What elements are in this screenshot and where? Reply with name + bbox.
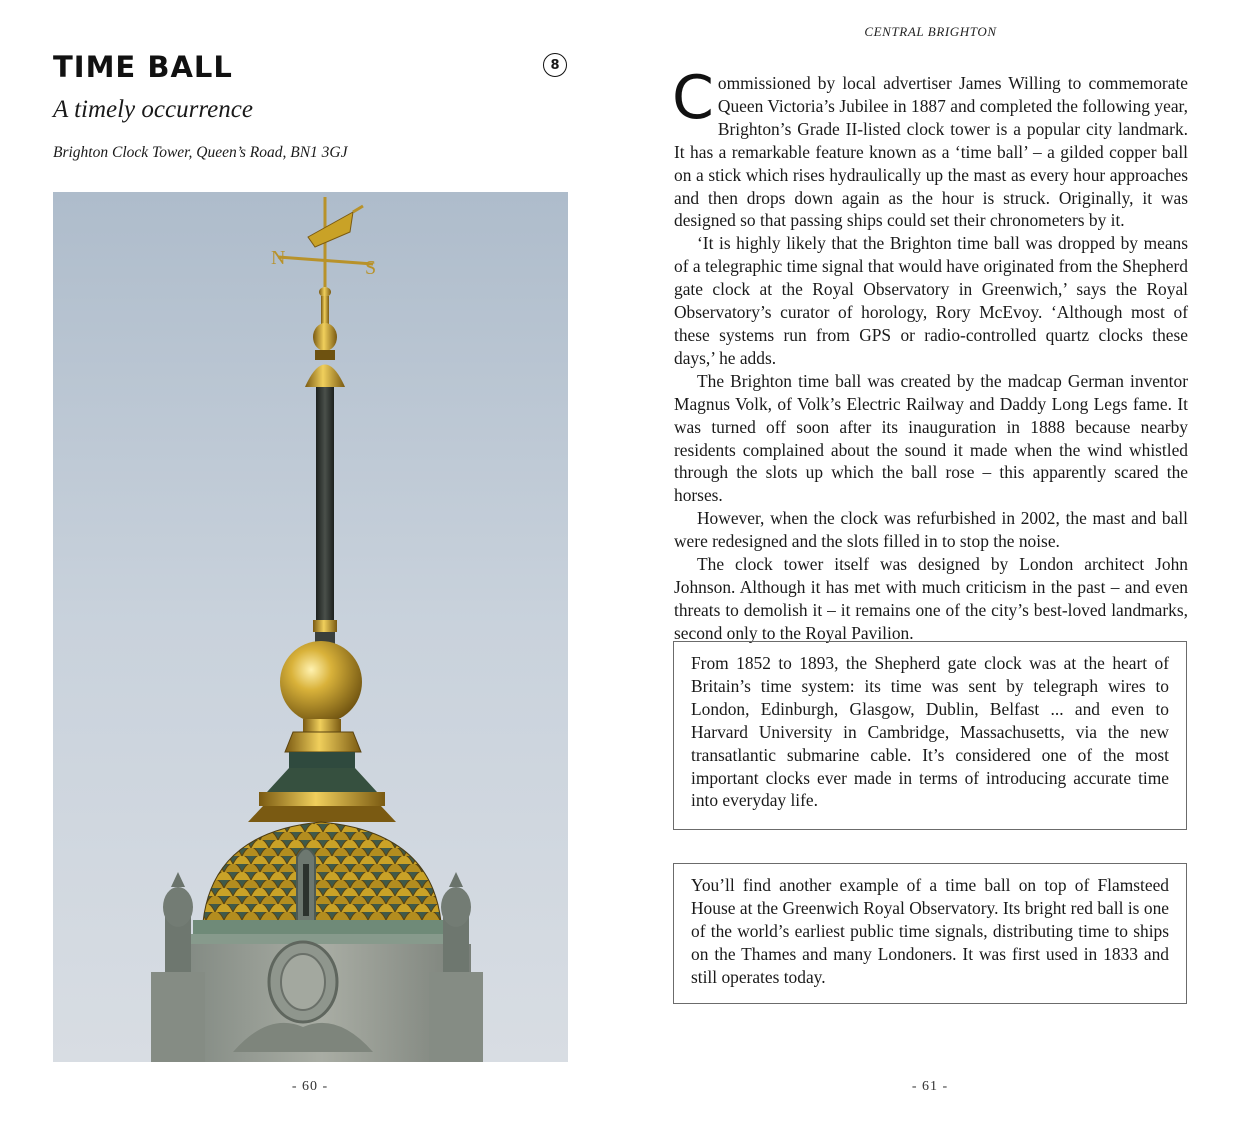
body-paragraph: However, when the clock was refurbished in 2002, the mast and ball were redesigned and the slots filled in to stop the noise.	[674, 508, 1188, 552]
location-address: Brighton Clock Tower, Queen’s Road, BN1 3GJ	[53, 144, 348, 161]
drop-cap: C	[672, 63, 714, 133]
left-page	[0, 0, 620, 1123]
article-body	[672, 63, 1188, 645]
body-paragraph: Commissioned by local advertiser James Willing to commemorate Queen Victoria’s Jubilee in 1887 and completed the following year, Brighton’s Grade II-listed clock tower is a popular city landmark. It has a remarkable feature known as a ‘time ball’ – a gilded copper ball on a stick which rises hydraulically up the mast as every hour approaches and then drops down again as the hour is struck. Originally, it was designed so that passing ships could set their chronometers by it.	[672, 63, 1188, 231]
time-ball	[280, 641, 362, 723]
body-paragraph: ‘It is highly likely that the Brighton time ball was dropped by means of a telegraphic time signal that would have originated from the Shepherd gate clock at the Royal Observatory in Greenwich,’ says the Royal Observatory’s curator of horology, Rory McEvoy. ‘Although most of these systems run from GPS or radio-controlled quartz clocks these days,’ he adds.	[674, 233, 1188, 368]
clock-tower-photo	[53, 192, 568, 1062]
right-page	[620, 0, 1241, 1123]
weathervane-south-letter: S	[365, 257, 377, 279]
page-number-right: - 61 -	[911, 1079, 949, 1094]
page-title: TIME BALL	[53, 50, 233, 84]
running-head: CENTRAL BRIGHTON	[864, 24, 997, 39]
body-paragraph: The Brighton time ball was created by the madcap German inventor Magnus Volk, of Volk’s Electric Railway and Daddy Long Legs fame. It was turned off soon after its inauguration in 1888 because nearby residents complained about the sound it made when the wind whistled through the slots up which the ball rose – this apparently scared the horses.	[674, 370, 1188, 506]
sidebar-box-text: From 1852 to 1893, the Shepherd gate clock was at the heart of Britain’s time system: its time was sent by telegraph wires to London, Edinburgh, Glasgow, Dublin, Belfast ... and even to Harvard University in Cambridge, Massachusetts, via the new transatlantic submarine cable. It’s considered one of the most important clocks ever made in terms of introducing accurate time into everyday life.	[691, 653, 1169, 811]
sidebar-box-greenwich-ball	[673, 863, 1187, 1004]
weathervane-north-letter: N	[271, 247, 286, 269]
page-number-left: - 60 -	[291, 1079, 329, 1094]
body-paragraph: The clock tower itself was designed by London architect John Johnson. Although it has met with much criticism in the past – and even threats to demolish it – it remains one of the city’s best-loved landmarks, second only to the Royal Pavilion.	[674, 554, 1188, 643]
sidebar-box-shepherd-clock	[673, 641, 1187, 830]
time-ball-mast	[316, 387, 334, 627]
sidebar-box-text: You’ll find another example of a time ball on top of Flamsteed House at the Greenwich Royal Observatory. Its bright red ball is one of the world’s earliest public time signals, distributing time to ships on the Thames and many Londoners. It was first used in 1833 and still operates today.	[691, 875, 1169, 987]
entry-number-badge: 8	[543, 53, 567, 77]
page-subtitle: A timely occurrence	[53, 96, 253, 123]
